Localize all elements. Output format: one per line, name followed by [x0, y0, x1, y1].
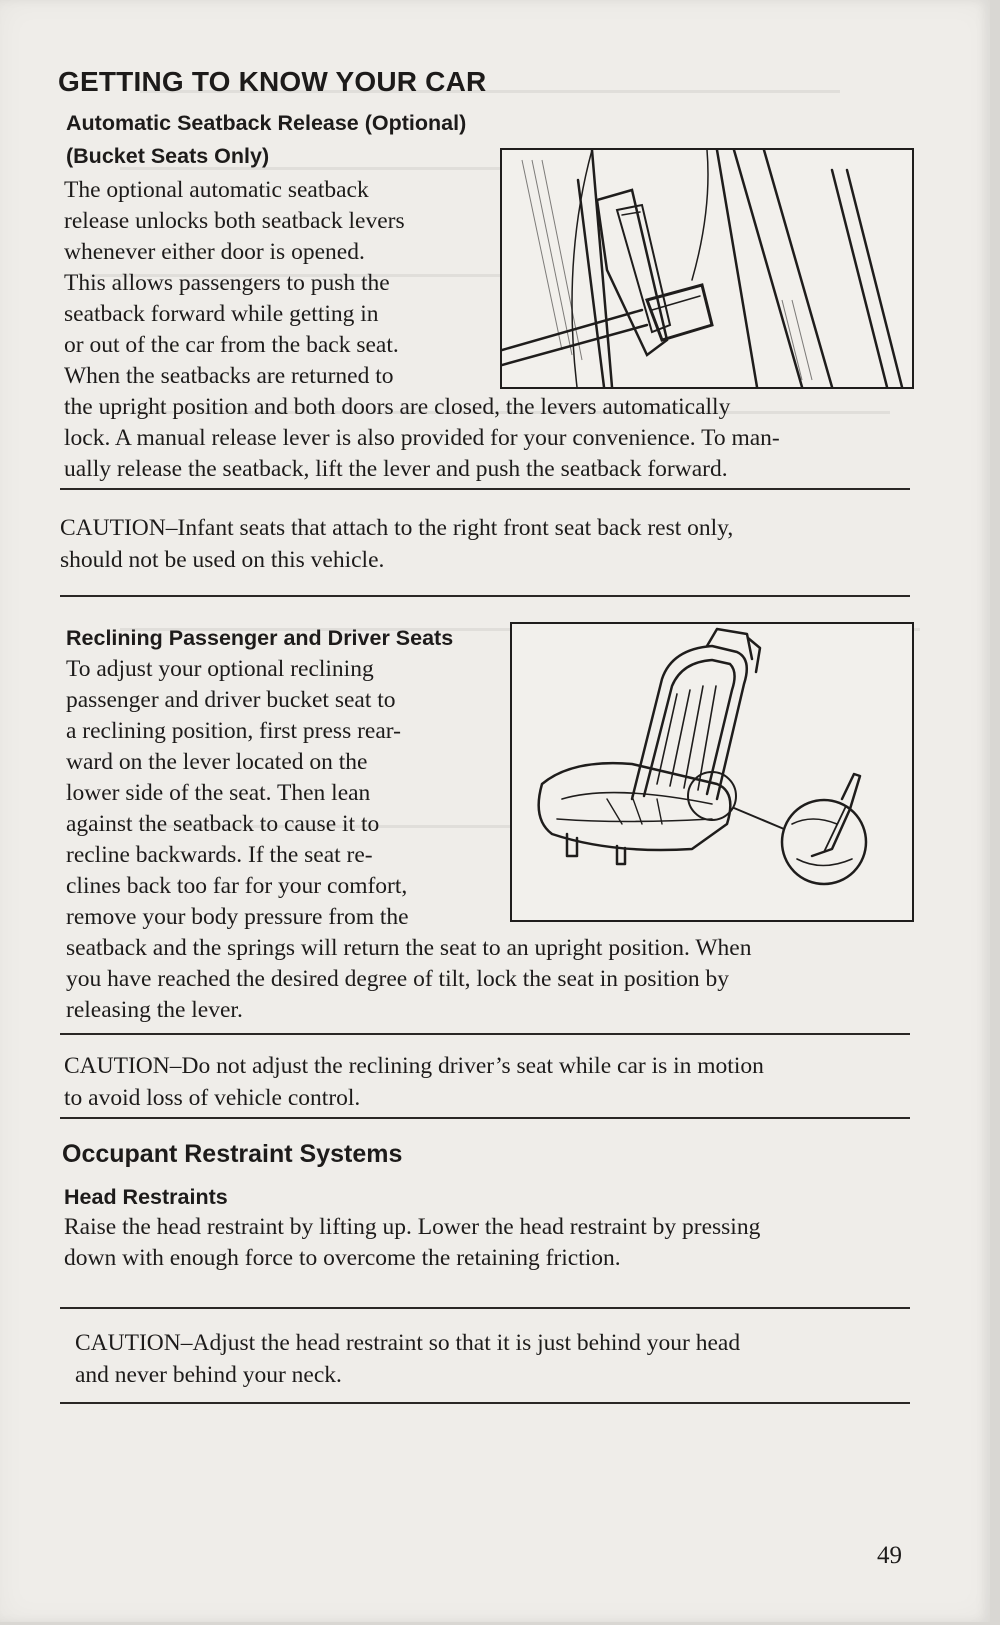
head-restraints-heading: Head Restraints: [64, 1185, 228, 1209]
seatback-release-subheading: (Bucket Seats Only): [66, 144, 270, 168]
seatback-lever-drawing: [502, 150, 912, 387]
text-line: release unlocks both seatback levers: [64, 208, 405, 234]
seatback-lever-illustration: [500, 148, 914, 389]
text-line: seatback and the springs will return the seat to an upright position. When: [66, 935, 752, 961]
text-line: seatback forward while getting in: [64, 301, 379, 327]
divider: [60, 1117, 910, 1119]
text-line: whenever either door is opened.: [64, 239, 365, 265]
caution-line: CAUTION–Infant seats that attach to the right front seat back rest only,: [60, 515, 734, 541]
divider: [60, 1033, 910, 1035]
text-line: the upright position and both doors are closed, the levers automatically: [64, 394, 731, 420]
text-line: ually release the seatback, lift the lever and push the seatback forward.: [64, 456, 728, 482]
caution-line: CAUTION–Do not adjust the reclining driver’s seat while car is in motion: [64, 1053, 764, 1079]
text-line: Raise the head restraint by lifting up. Lower the head restraint by pressing: [64, 1214, 761, 1240]
text-line: or out of the car from the back seat.: [64, 332, 399, 358]
text-line: recline backwards. If the seat re-: [66, 842, 373, 868]
reclining-seat-illustration: [510, 622, 914, 922]
text-line: ward on the lever located on the: [66, 749, 368, 775]
text-line: you have reached the desired degree of tilt, lock the seat in position by: [66, 966, 730, 992]
text-line: lock. A manual release lever is also provided for your convenience. To man-: [64, 425, 780, 451]
page-number: 49: [877, 1542, 902, 1569]
caution-line: and never behind your neck.: [75, 1362, 342, 1388]
caution-line: should not be used on this vehicle.: [60, 547, 385, 573]
text-line: To adjust your optional reclining: [66, 656, 374, 682]
caution-reclining-driver: [64, 1050, 944, 1114]
text-line: The optional automatic seatback: [64, 177, 369, 203]
seatback-release-heading: Automatic Seatback Release (Optional): [66, 111, 467, 135]
text-line: This allows passengers to push the: [64, 270, 390, 296]
caution-infant-seats: [60, 512, 940, 576]
text-line: releasing the lever.: [66, 997, 243, 1023]
text-line: against the seatback to cause it to: [66, 811, 380, 837]
text-line: When the seatbacks are returned to: [64, 363, 394, 389]
text-line: down with enough force to overcome the retaining friction.: [64, 1245, 621, 1271]
text-line: passenger and driver bucket seat to: [66, 687, 396, 713]
occupant-restraint-heading: Occupant Restraint Systems: [62, 1140, 403, 1168]
caution-line: to avoid loss of vehicle control.: [64, 1085, 361, 1111]
page-title: GETTING TO KNOW YOUR CAR: [58, 66, 487, 97]
caution-line: CAUTION–Adjust the head restraint so that it is just behind your head: [75, 1330, 741, 1356]
reclining-seats-heading: Reclining Passenger and Driver Seats: [66, 626, 454, 650]
divider: [60, 595, 910, 597]
caution-head-restraint: [75, 1327, 945, 1391]
text-line: clines back too far for your comfort,: [66, 873, 408, 899]
text-line: lower side of the seat. Then lean: [66, 780, 371, 806]
text-line: remove your body pressure from the: [66, 904, 409, 930]
text-line: a reclining position, first press rear-: [66, 718, 401, 744]
reclining-seat-drawing: [512, 624, 912, 920]
divider: [60, 1402, 910, 1404]
divider: [60, 1307, 910, 1309]
head-restraints-body: [64, 1212, 954, 1274]
divider: [60, 488, 910, 490]
